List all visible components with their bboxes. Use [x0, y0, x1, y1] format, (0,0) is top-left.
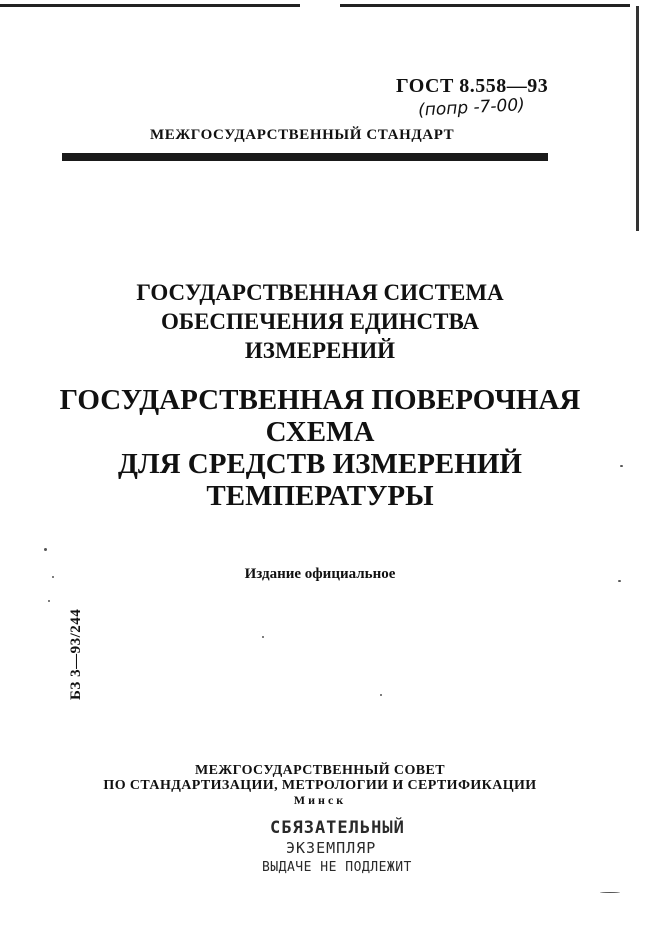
scan-speck	[262, 636, 264, 638]
publisher-line-2: ПО СТАНДАРТИЗАЦИИ, МЕТРОЛОГИИ И СЕРТИФИКАЦИИ	[103, 778, 537, 793]
document-title	[40, 384, 600, 512]
header-rule	[62, 153, 548, 161]
scan-speck	[52, 576, 54, 578]
side-catalog-code: БЗ 3—93/244	[68, 608, 84, 700]
scan-speck	[48, 600, 50, 602]
copy-stamp	[262, 818, 442, 875]
stamp-line-2: ЭКЗЕМПЛЯР	[286, 839, 377, 857]
series-line-3: ИЗМЕРЕНИЙ	[244, 338, 396, 363]
scan-speck	[618, 580, 621, 582]
top-border-right	[340, 4, 630, 7]
stamp-line-1: СБЯЗАТЕЛЬНЫЙ	[270, 818, 405, 838]
interstate-standard-label: МЕЖГОСУДАРСТВЕННЫЙ СТАНДАРТ	[150, 127, 455, 143]
publisher-city: Минск	[293, 793, 347, 807]
scan-speck	[44, 548, 47, 551]
title-line-1: ГОСУДАРСТВЕННАЯ ПОВЕРОЧНАЯ	[59, 384, 581, 416]
series-line-2: ОБЕСПЕЧЕНИЯ ЕДИНСТВА	[160, 309, 480, 334]
title-line-4: ТЕМПЕРАТУРЫ	[206, 480, 434, 512]
handwritten-correction-note: (попр -7-00)	[417, 95, 526, 121]
series-title	[40, 278, 600, 365]
publisher-block	[40, 763, 600, 808]
stamp-line-3: ВЫДАЧЕ НЕ ПОДЛЕЖИТ	[262, 860, 412, 875]
edition-label: Издание официальное	[244, 566, 396, 582]
right-edge-mark	[636, 6, 639, 231]
title-line-3: ДЛЯ СРЕДСТВ ИЗМЕРЕНИЙ	[118, 448, 522, 480]
scan-speck	[620, 465, 623, 467]
series-line-1: ГОСУДАРСТВЕННАЯ СИСТЕМА	[136, 280, 504, 305]
scan-speck	[380, 694, 382, 696]
scan-speck	[600, 892, 620, 893]
publisher-line-1: МЕЖГОСУДАРСТВЕННЫЙ СОВЕТ	[195, 763, 445, 778]
gost-code: ГОСТ 8.558—93	[396, 75, 549, 97]
top-border-left	[0, 4, 300, 7]
title-line-2: СХЕМА	[265, 416, 375, 448]
